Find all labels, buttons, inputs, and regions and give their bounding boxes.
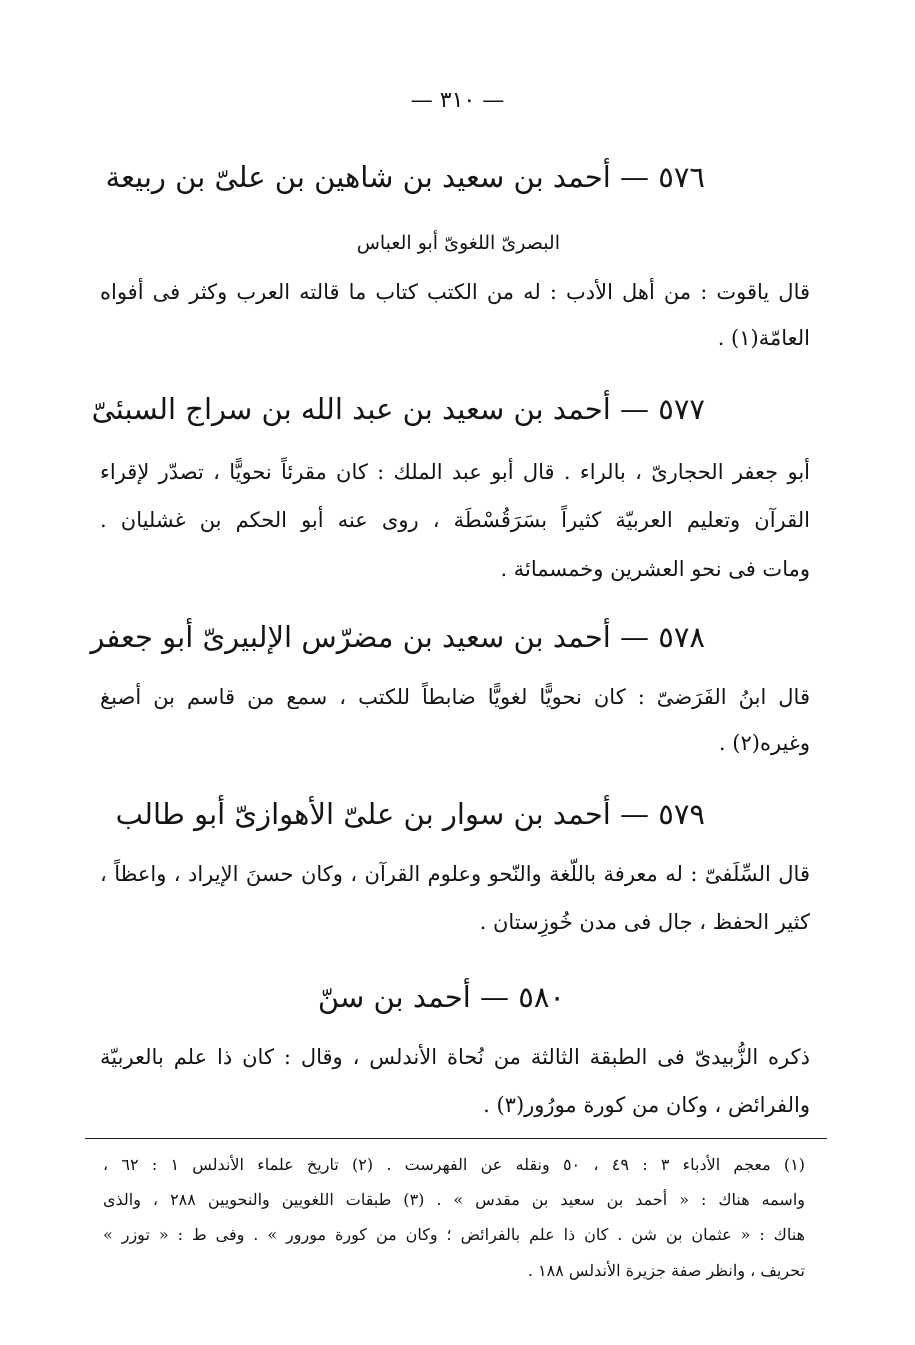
entry-576-line-2: العامّة(١) .: [717, 326, 810, 350]
entry-heading-578: ٥٧٨ — أحمد بن سعيد بن مضرّس الإلبيرىّ أبو جعفر: [90, 620, 705, 654]
entry-580-line-2: والفرائض ، وكان من كورة مورُور(٣) .: [483, 1093, 810, 1117]
entry-heading-580: ٥٨٠ — أحمد بن سنّ: [317, 980, 565, 1014]
entry-heading-576: ٥٧٦ — أحمد بن سعيد بن شاهين بن علىّ بن ربيعة: [105, 160, 705, 194]
entry-576-line-1: قال ياقوت : من أهل الأدب : له من الكتب كتاب ما قالته العرب وكثر فى أفواه: [100, 280, 810, 304]
footnote-line-3: هناك : « عثمان بن شن . كان ذا علم بالفرائض ؛ وكان من كورة مورور » . وفى ط : « توزر »: [103, 1225, 805, 1244]
footnote-line-4: تحريف ، وانظر صفة جزيرة الأندلس ١٨٨ .: [527, 1261, 805, 1280]
footnote-line-2: واسمه هناك : « أحمد بن سعيد بن مقدس » . (٣) طبقات اللغويين والنحويين ٢٨٨ ، والذى: [103, 1190, 806, 1209]
footnote-separator: [85, 1138, 827, 1139]
entry-577-line-1: أبو جعفر الحجارىّ ، بالراء . قال أبو عبد الملك : كان مقرئاً نحويًّا ، تصدّر لإقراء: [100, 460, 810, 484]
entry-heading-577: ٥٧٧ — أحمد بن سعيد بن عبد الله بن سراج السبئىّ: [91, 392, 705, 426]
entry-577-line-2: القرآن وتعليم العربيّة كثيراً بسَرَقُسْطَة ، روى عنه أبو الحكم بن غشليان .: [100, 508, 810, 532]
entry-580-line-1: ذكره الزُّبيدىّ فى الطبقة الثالثة من نُحاة الأندلس ، وقال : كان ذا علم بالعربيّة: [100, 1045, 810, 1069]
entry-heading-579: ٥٧٩ — أحمد بن سوار بن علىّ الأهوازىّ أبو طالب: [115, 797, 705, 831]
entry-578-line-2: وغيره(٢) .: [718, 731, 810, 755]
page-number: — ٣١٠ —: [410, 88, 505, 113]
entry-577-line-3: ومات فى نحو العشرين وخمسمائة .: [500, 557, 810, 581]
footnote-line-1: (١) معجم الأدباء ٣ : ٤٩ ، ٥٠ ونقله عن الفهرست . (٢) تاريخ علماء الأندلس ١ : ٦٢ ،: [103, 1155, 806, 1174]
entry-578-line-1: قال ابنُ الفَرَضىّ : كان نحويًّا لغويًّا ضابطاً للكتب ، سمع من قاسم بن أصبغ: [100, 685, 810, 709]
entry-subheading-576: البصرىّ اللغوىّ أبو العباس: [356, 232, 560, 254]
entry-579-line-1: قال السِّلَفىّ : له معرفة باللّغة والنّحو وعلوم القرآن ، وكان حسنَ الإيراد ، واعظاً ،: [100, 862, 810, 886]
entry-579-line-2: كثير الحفظ ، جال فى مدن خُوزِستان .: [479, 910, 810, 934]
